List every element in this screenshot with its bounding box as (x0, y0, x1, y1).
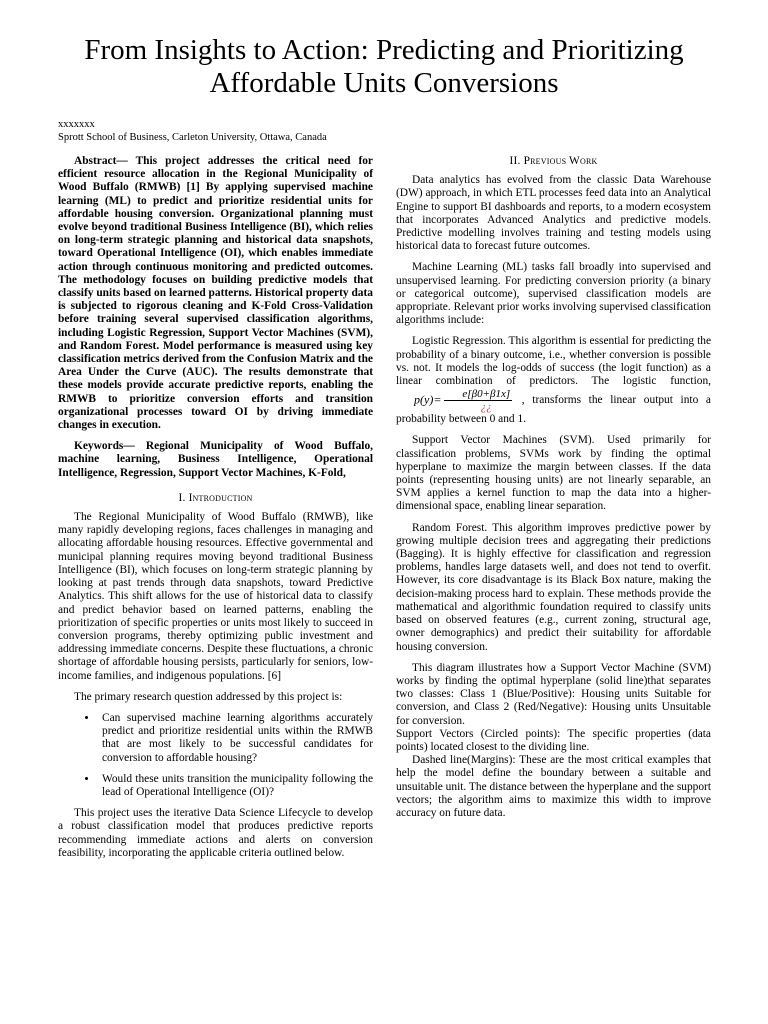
author-name: xxxxxxx (58, 119, 95, 130)
intro-question-lead: The primary research question addressed by this project is: (74, 690, 343, 703)
author-affiliation: Sprott School of Business, Carleton University, Ottawa, Canada (58, 132, 327, 143)
abstract: Abstract— This project addresses the critical need for efficient resource allocation in the Regional Municipality of Wood Buffalo (RMWB) [1] By applying supervised machine learning (ML) to predict and prioritize residential units for affordable housing conversion. Organizational planning must evolve beyond traditional Business Intelligence (BI), which relies on long-term strategic planning and historical data snapshots, toward Operational Intelligence (OI), which enables immediate action through continuous monitoring and predicted outcomes. The methodology focuses on building predictive models that classify units based on learned patterns. Historical property data is subjected to rigorous cleaning and K-Fold Cross-Validation before training several supervised classification algorithms, including Logistic Regression, Support Vector Machines (SVM), and Random Forest. Model performance is measured using key classification metrics derived from the Confusion Matrix and the Area Under the Curve (AUC). The results demonstrate that these models provide accurate predictive reports, enabling the RMWB to prioritize conversion efforts and transition organizational processes toward OI by driving immediate changes in execution. (58, 155, 373, 432)
intro-paragraph: This project uses the iterative Data Science Lifecycle to develop a robust classification model that produces predictive reports recommending immediate actions and alerts on conversion feasibility, incorporating the applicable criteria outlined below. (58, 807, 373, 859)
section-heading-previous-work (396, 155, 711, 168)
diagram-description: This diagram illustrates how a Support Vector Machine (SVM) works by finding the optimal hyperplane (solid line)that separates two classes: Class 1 (Blue/Positive): Housing units Suitable for conversion, and Class 2 (Red/Negative): Housing units Unsuitable for conversion. (396, 661, 711, 727)
prior-paragraph: Data analytics has evolved from the classic Data Warehouse (DW) approach, in which ETL processes feed data into an Analytical Engine to support BI dashboards and reports, to a modern ecosystem that incorporates Advanced Analytics and predictive models. Predictive modelling involves training and testing models using historical data to forecast future outcomes. (396, 174, 711, 253)
logistic-text: Logistic Regression. This algorithm is essential for predicting the probability of a binary outcome, i.e., whether conversion is possible vs. not. It models the log-odds of success (the logit function) as a linear combination of predictors. The logistic function, (396, 335, 711, 388)
right-column (396, 155, 711, 828)
author-block (58, 118, 327, 144)
research-questions-list (58, 712, 373, 799)
formula-numerator: e[β0+β1x] (444, 388, 512, 401)
left-column (58, 155, 373, 868)
logistic-regression-paragraph (396, 335, 711, 426)
research-question: • Would these units transition the municipality following the lead of Operational Intelligence (OI)? (98, 773, 373, 799)
keywords: Keywords— Regional Municipality of Wood Buffalo, machine learning, Business Intelligence, Operational Intelligence, Regression, Support Vector Machines, K-Fold, (58, 440, 373, 479)
random-forest-paragraph: Random Forest. This algorithm improves predictive power by growing multiple decision trees and aggregating their predictions (Bagging). It is highly effective for classification and regression problems, handles large datasets well, and does not tend to overfit. However, its core disadvantage is its Black Box nature, making the decision-making process hard to explain. These methods provide the mathematical and algorithmic foundation required to classify units based on observed features (e.g., current zoning, structural age, owner demographics) and predict their suitability for affordable housing conversion. (396, 521, 711, 653)
logistic-text-after: , transforms the linear output into a probability between 0 and 1. (396, 394, 711, 426)
paper-title: From Insights to Action: Predicting and Prioritizing Affordable Units Conversions (84, 34, 684, 99)
research-question: • Can supervised machine learning algorithms accurately predict and prioritize residential units within the RMWB that are most likely to be successful candidates for conversion to affordable housing? (98, 712, 373, 765)
section-title: Introduction (188, 491, 253, 504)
support-vectors-description: Support Vectors (Circled points): The specific properties (data points) located closest to the dividing line. (396, 727, 711, 753)
logistic-formula (396, 388, 514, 413)
formula-lhs: p(y)= (414, 392, 442, 407)
svm-paragraph: Support Vector Machines (SVM). Used primarily for classification problems, SVMs work by finding the optimal hyperplane to maximize the margin between classes. If the data points (representing housing units) are not linearly separable, an SVM applies a kernel function to map the data into a higher-dimensional space, enabling linear separation. (396, 434, 711, 513)
section-title: Previous Work (523, 155, 598, 167)
section-heading-introduction (58, 492, 373, 505)
intro-paragraph: The Regional Municipality of Wood Buffalo (RMWB), like many rapidly developing regions, faces challenges in managing and allocating affordable housing resources. Effective governmental and municipal planning requires moving beyond traditional Business Intelligence (BI), which focuses on long-term strategic planning by looking at past trends through data snapshots, toward Predictive Analytics. This shift allows for the use of historical data to classify and predict behavior based on learned patterns, enabling the prioritization of specific properties or units most likely to succeed in conversion programs, thereby optimizing public investment and addressing immediate concerns. Despite these fluctuations, a chronic shortage of affordable housing persists, particularly for seniors, low-income families, and indigenous populations. [6] (58, 511, 373, 682)
margins-description: Dashed line(Margins): These are the most critical examples that help the model define the boundary between a suitable and unsuitable unit. The distance between the hyperplane and the support vectors; the algorithm aims to maximize this width to improve accuracy on future data. (396, 754, 711, 819)
formula-fraction (444, 388, 512, 413)
section-numeral: I. (178, 491, 186, 504)
section-numeral: II. (509, 155, 521, 167)
prior-paragraph: Machine Learning (ML) tasks fall broadly into supervised and unsupervised learning. For predicting conversion priority (a binary or categorical outcome), supervised classification models are appropriate. Relevant prior works involving supervised classification algorithms include: (396, 261, 711, 327)
formula-denominator: ¿¿ (480, 401, 492, 414)
